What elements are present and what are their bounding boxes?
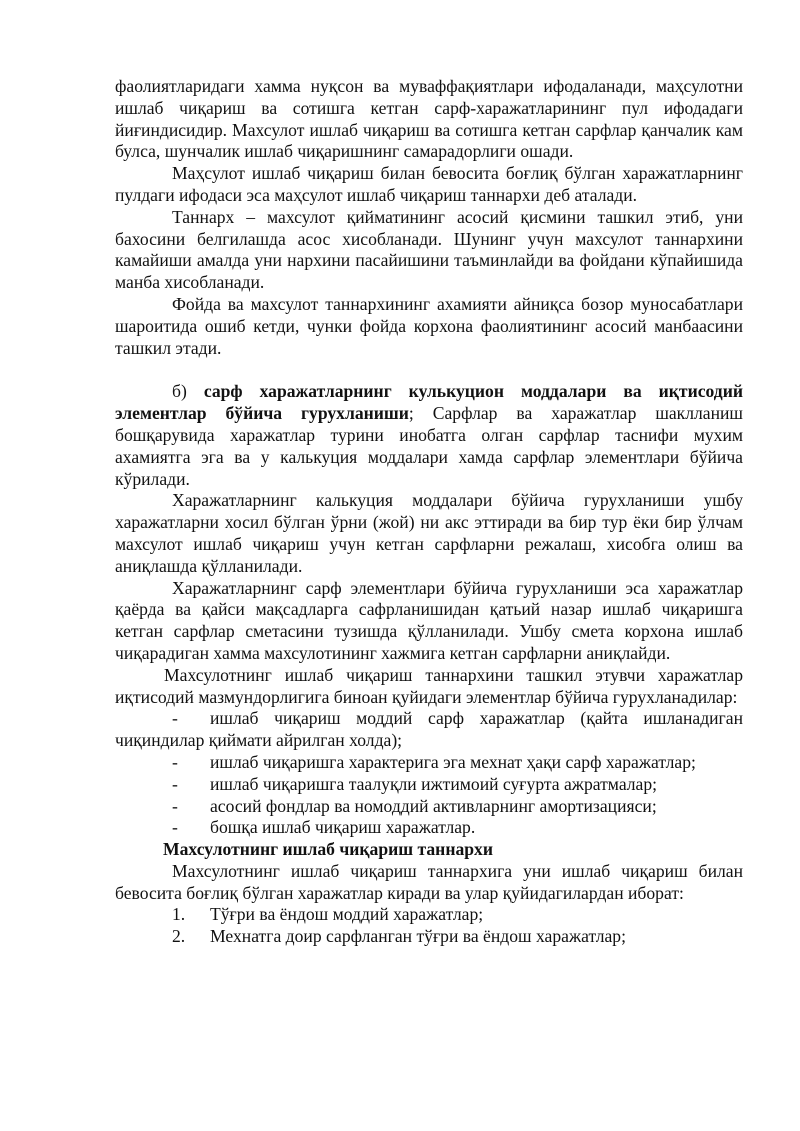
list-item-text: Мехнатга доир сарфланган тўғри ва ёндош харажатлар; <box>210 926 626 947</box>
list-dash: - <box>172 751 178 772</box>
list-item <box>115 796 743 818</box>
list-item-text: ишлаб чиқариш моддий сарф харажатлар (қайта ишланадиган чиқиндилар қиймати айрилган холда); <box>115 708 743 751</box>
paragraph-section-b <box>115 381 743 490</box>
numbered-list-item <box>115 904 743 926</box>
list-item <box>115 774 743 796</box>
list-dash: - <box>172 708 178 729</box>
section-b-title: сарф харажатларнинг кулькуцион моддалари ва иқтисодий элементлар бўйича гурухланиши <box>115 381 743 424</box>
paragraph-cost-definition: Маҳсулот ишлаб чиқариш билан бевосита боғлиқ бўлган харажатларнинг пулдаги ифодаси эса маҳсулот ишлаб чиқариш таннархи деб аталади. <box>115 163 743 205</box>
list-item <box>115 752 743 774</box>
paragraph-cost-elements: Харажатларнинг сарф элементлари бўйича гурухланиши эса харажатлар қаёрда ва қайси мақсадларга сафрланишидан қатьий назар ишлаб чиқаришга кетган сарфлар сметасини тузишда қўлланилади. Ушбу смета корхона ишлаб чиқарадиган хамма махсулотининг хажмига кетган сарфларни аниқлайди. <box>115 577 743 663</box>
list-item-text: ишлаб чиқаришга характерига эга мехнат ҳақи сарф харажатлар; <box>210 751 696 772</box>
list-item-text: ишлаб чиқаришга таалуқли ижтимоий суғурта ажратмалар; <box>210 773 658 794</box>
list-item <box>115 708 743 752</box>
paragraph-tannarkh: Таннарх – махсулот қийматининг асосий қисмини ташкил этиб, уни бахосини белгилашда асос хисобланади. Шунинг учун махсулот таннархини камайиши амалда уни нархини пасайишини таъминлайди ва фойдани кўпайишида манба хисобланади. <box>115 206 743 293</box>
list-dash: - <box>172 817 178 838</box>
paragraph-grouping-intro: Махсулотнинг ишлаб чиқариш таннархини ташкил этувчи харажатлар иқтисодий мазмундорлигига биноан қуйидаги элементлар бўйича гурухланадилар: <box>115 664 743 707</box>
list-dash: - <box>172 773 178 794</box>
numbered-list-item <box>115 926 743 948</box>
paragraph-calculation-items: Харажатларнинг калькуция моддалари бўйича гурухланиши ушбу харажатларни хосил бўлган ўрни (жой) ни акс эттиради ва бир тур ёки бир ўлчам махсулот ишлаб чиқариш учун кетган сарфларни режалаш, хисобга олиш ва аниқлашда қўлланилади. <box>115 490 743 576</box>
list-item-text: асосий фондлар ва номоддий активларнинг амортизацияси; <box>210 795 657 816</box>
list-item-text: бошқа ишлаб чиқариш харажатлар. <box>210 817 476 838</box>
list-number: 2. <box>172 926 186 947</box>
section-b-prefix: б) <box>172 381 204 402</box>
paragraph-production-cost: Махсулотнинг ишлаб чиқариш таннархига уни ишлаб чиқариш билан бевосита боғлиқ бўлган харажатлар киради ва улар қуйидагилардан иборат: <box>115 860 743 903</box>
list-item <box>115 817 743 839</box>
paragraph-profit: Фойда ва махсулот таннархининг ахамияти айниқса бозор муносабатлари шароитида ошиб кетди, чунки фойда корхона фаолиятининг асосий манбаасини ташкил этади. <box>115 293 743 358</box>
list-number: 1. <box>172 904 186 925</box>
section-heading: Махсулотнинг ишлаб чиқариш таннархи <box>163 839 493 860</box>
numbered-list <box>115 904 743 948</box>
section-b-text: ; Сарфлар ва харажатлар шаклланиш бошқарувида харажатлар турини инобатга олган сарфлар таснифи мухим ахамиятга эга ва у калькуция моддалари хамда сарфлар элементлари бўйича кўрилади. <box>115 403 743 489</box>
cost-elements-list <box>115 708 743 839</box>
list-item-text: Тўғри ва ёндош моддий харажатлар; <box>210 904 484 925</box>
paragraph-gap <box>115 359 743 381</box>
paragraph-intro: фаолиятларидаги хамма нуқсон ва муваффақиятлари ифодаланади, маҳсулотни ишлаб чиқариш ва сотишга кетган сарф-харажатларининг пул ифодадаги йиғиндисидир. Махсулот ишлаб чиқариш ва сотишга кетган сарфлар қанчалик кам булса, шунчалик ишлаб чиқаришнинг самарадорлиги ошади. <box>115 76 743 162</box>
list-dash: - <box>172 795 178 816</box>
page-body <box>115 76 743 948</box>
